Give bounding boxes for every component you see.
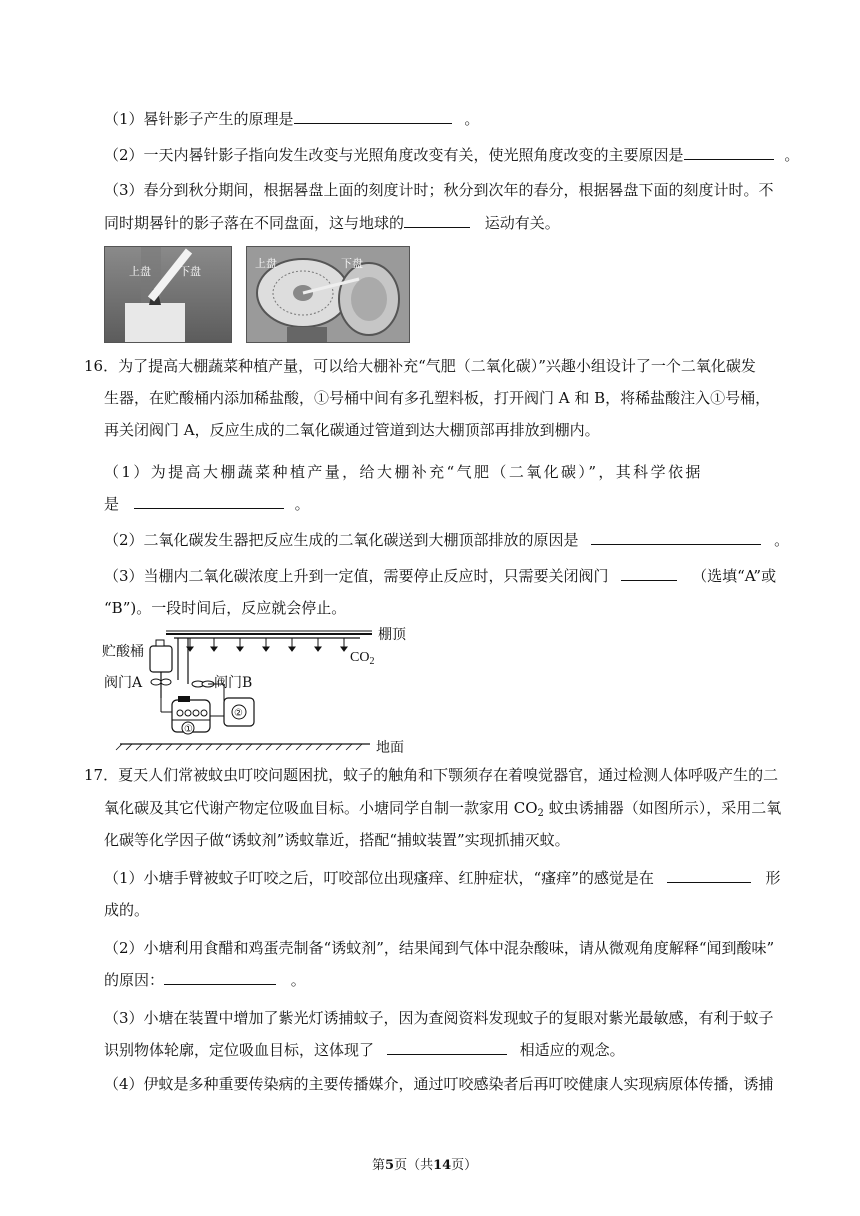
answer-blank[interactable] bbox=[404, 213, 470, 228]
q17-stem-line1: 17．夏天人们常被蚊虫叮咬问题困扰，蚊子的触角和下颚须存在着嗅觉器官，通过检测人体呼吸产生的二 bbox=[84, 766, 779, 784]
q17-stem-line2-text: 氧化碳及其它代谢产物定位吸血目标。小塘同学自制一款家用 CO bbox=[104, 799, 538, 817]
q17-part1-line1 bbox=[104, 868, 780, 888]
q17-part1-end: 形 bbox=[765, 869, 781, 887]
co2-label bbox=[350, 650, 374, 667]
lower-disk-label-2: 下盘 bbox=[341, 258, 363, 270]
q16-part3-text: （3）当棚内二氧化碳浓度上升到一定值，需要停止反应时，只需要关闭阀门 bbox=[104, 567, 609, 585]
q17-part3-line1: （3）小塘在装置中增加了紫光灯诱捕蚊子，因为查阅资料发现蚊子的复眼对紫光最敏感，有利于蚊子 bbox=[104, 1009, 774, 1027]
sundial-photo-front bbox=[246, 246, 410, 343]
valve-b-label: 阀门B bbox=[214, 675, 253, 691]
q16-part1-text: 是 bbox=[104, 495, 120, 513]
footer-middle: 页（共 bbox=[394, 1158, 434, 1173]
q16-part2-text: （2）二氧化碳发生器把反应生成的二氧化碳送到大棚顶部排放的原因是 bbox=[104, 531, 579, 549]
q15-part1-text: （1）晷针影子产生的原理是 bbox=[104, 110, 294, 128]
q17-part2-text: 的原因： bbox=[104, 971, 165, 989]
q15-part1-end: 。 bbox=[464, 110, 480, 128]
q17-part2-end: 。 bbox=[290, 971, 306, 989]
roof-label: 棚顶 bbox=[378, 627, 406, 643]
q16-part2 bbox=[104, 530, 789, 550]
answer-blank[interactable] bbox=[621, 566, 677, 581]
q16-part1-end: 。 bbox=[294, 495, 310, 513]
drum2-label: ② bbox=[234, 708, 243, 719]
q16-part1-line2 bbox=[104, 494, 310, 514]
acid-tank-label: 贮酸桶 bbox=[102, 644, 144, 660]
co2-label-subscript: 2 bbox=[369, 656, 375, 667]
upper-disk-label-2: 上盘 bbox=[255, 258, 277, 270]
answer-blank[interactable] bbox=[387, 1040, 507, 1055]
q16-part3-line2: “B”)。一段时间后，反应就会停止。 bbox=[104, 599, 347, 617]
q16-part3-options: （选填“A”或 bbox=[692, 567, 777, 585]
q16-stem-line1: 16．为了提高大棚蔬菜种植产量，可以给大棚补充“气肥（二氧化碳）”兴趣小组设计了一个二氧化碳发 bbox=[84, 357, 756, 375]
q16-stem-line3: 再关闭阀门 A，反应生成的二氧化碳通过管道到达大棚顶部再排放到棚内。 bbox=[104, 421, 600, 439]
q17-part2-line1: （2）小塘利用食醋和鸡蛋壳制备“诱蚊剂”，结果闻到气体中混杂酸味，请从微观角度解释“闻到酸味” bbox=[104, 939, 775, 957]
q17-stem-line2 bbox=[104, 798, 781, 824]
sundial-photo-side bbox=[104, 246, 232, 343]
valve-a-label: 阀门A bbox=[104, 675, 143, 691]
q15-part2-end: 。 bbox=[784, 146, 800, 164]
q15-part3-line2 bbox=[104, 213, 560, 233]
q16-stem-line2: 生器，在贮酸桶内添加稀盐酸，①号桶中间有多孔塑料板，打开阀门 A 和 B，将稀盐酸注入①号桶， bbox=[104, 389, 771, 407]
q17-part3-end: 相适应的观念。 bbox=[519, 1041, 625, 1059]
page-number: 5 bbox=[385, 1158, 395, 1173]
page-total: 14 bbox=[433, 1158, 452, 1173]
answer-blank[interactable] bbox=[294, 109, 452, 124]
q15-part3-line1: （3）春分到秋分期间，根据晷盘上面的刻度计时；秋分到次年的春分，根据晷盘下面的刻度计时。不 bbox=[104, 181, 774, 199]
q17-stem-line3: 化碳等化学因子做“诱蚊剂”诱蚊靠近，搭配“捕蚊装置”实现抓捕灭蚊。 bbox=[104, 831, 570, 849]
q16-part3-line1 bbox=[104, 566, 776, 586]
q16-part1-line1: （1）为提高大棚蔬菜种植产量，给大棚补充“气肥（二氧化碳）”，其科学依据 bbox=[104, 463, 703, 481]
q17-part3-line2 bbox=[104, 1040, 625, 1060]
answer-blank[interactable] bbox=[164, 970, 276, 985]
q17-part3-text: 识别物体轮廓，定位吸血目标，这体现了 bbox=[104, 1041, 375, 1059]
q17-stem-line2-rest: 蚊虫诱捕器（如图所示），采用二氧 bbox=[543, 799, 782, 817]
answer-blank[interactable] bbox=[134, 494, 284, 509]
drum1-label: ① bbox=[184, 724, 193, 735]
upper-disk-label: 上盘 bbox=[129, 266, 151, 278]
q17-part2-line2 bbox=[104, 970, 306, 990]
q15-part1 bbox=[104, 109, 479, 129]
q16-part2-end: 。 bbox=[774, 531, 790, 549]
answer-blank[interactable] bbox=[684, 145, 774, 160]
answer-blank[interactable] bbox=[591, 530, 761, 545]
co2-subscript: 2 bbox=[537, 808, 544, 819]
footer-suffix: 页） bbox=[451, 1158, 478, 1173]
co2-label-text: CO bbox=[350, 650, 370, 665]
page-footer bbox=[372, 1154, 477, 1173]
q15-part2-text: （2）一天内晷针影子指向发生改变与光照角度改变有关，使光照角度改变的主要原因是 bbox=[104, 146, 684, 164]
ground-label: 地面 bbox=[376, 740, 404, 756]
q17-part4-line1: （4）伊蚊是多种重要传染病的主要传播媒介，通过叮咬感染者后再叮咬健康人实现病原体传播，诱捕 bbox=[104, 1075, 774, 1093]
q17-part1-line2: 成的。 bbox=[104, 901, 150, 919]
footer-prefix: 第 bbox=[372, 1158, 386, 1173]
answer-blank[interactable] bbox=[667, 868, 751, 883]
q15-part3-text: 同时期晷针的影子落在不同盘面，这与地球的 bbox=[104, 214, 405, 232]
co2-generator-diagram bbox=[100, 620, 410, 754]
q15-part2 bbox=[104, 145, 799, 165]
lower-disk-label: 下盘 bbox=[179, 266, 201, 278]
q17-part1-text: （1）小塘手臂被蚊子叮咬之后，叮咬部位出现瘙痒、红肿症状，“瘙痒”的感觉是在 bbox=[104, 869, 654, 887]
q15-part3-end: 运动有关。 bbox=[484, 214, 560, 232]
